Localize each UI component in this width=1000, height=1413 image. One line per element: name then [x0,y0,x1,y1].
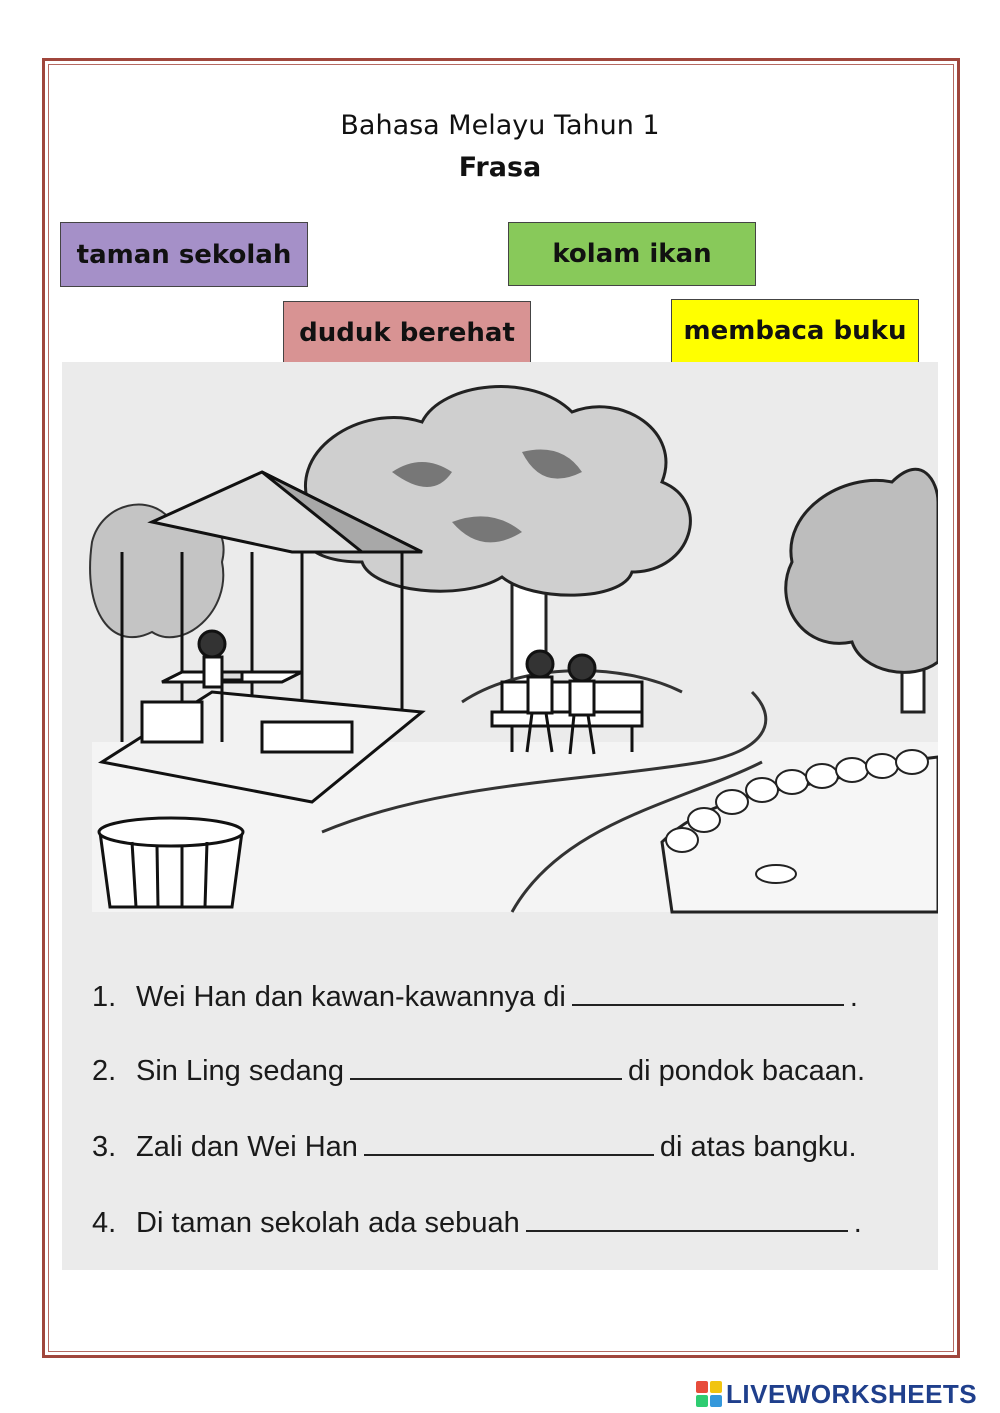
answer-blank-3[interactable] [364,1128,654,1156]
question-number: 1. [92,981,117,1013]
question-text-before: Wei Han dan kawan-kawannya di [136,981,566,1013]
question-text-after: di pondok bacaan. [628,1055,866,1087]
topic-title: Frasa [458,152,542,183]
answer-chip-membaca-buku[interactable]: membaca buku [671,299,919,363]
question-number: 4. [92,1207,117,1239]
question-number: 2. [92,1055,117,1087]
question-text-before: Di taman sekolah ada sebuah [136,1207,520,1239]
logo-text: LIVEWORKSHEETS [726,1378,978,1409]
answer-chip-kolam-ikan[interactable]: kolam ikan [508,222,756,286]
question-text-before: Sin Ling sedang [136,1055,344,1087]
question-3 [92,1128,857,1164]
question-number: 3. [92,1131,117,1163]
liveworksheets-logo[interactable] [696,1378,977,1410]
answer-chip-duduk-berehat[interactable]: duduk berehat [283,301,531,365]
question-text-after: . [853,1207,862,1239]
question-4 [92,1204,862,1240]
answer-blank-4[interactable] [526,1204,848,1232]
answer-blank-1[interactable] [572,978,844,1006]
answer-chip-taman-sekolah[interactable]: taman sekolah [60,222,308,287]
question-1 [92,978,858,1014]
answer-blank-2[interactable] [350,1052,622,1080]
question-text-before: Zali dan Wei Han [136,1131,358,1163]
question-text-after: . [849,981,858,1013]
subject-title: Bahasa Melayu Tahun 1 [340,110,660,141]
question-text-after: di atas bangku. [659,1131,857,1163]
question-2 [92,1052,865,1088]
trash-bin [99,818,243,907]
logo-icon [696,1381,722,1407]
